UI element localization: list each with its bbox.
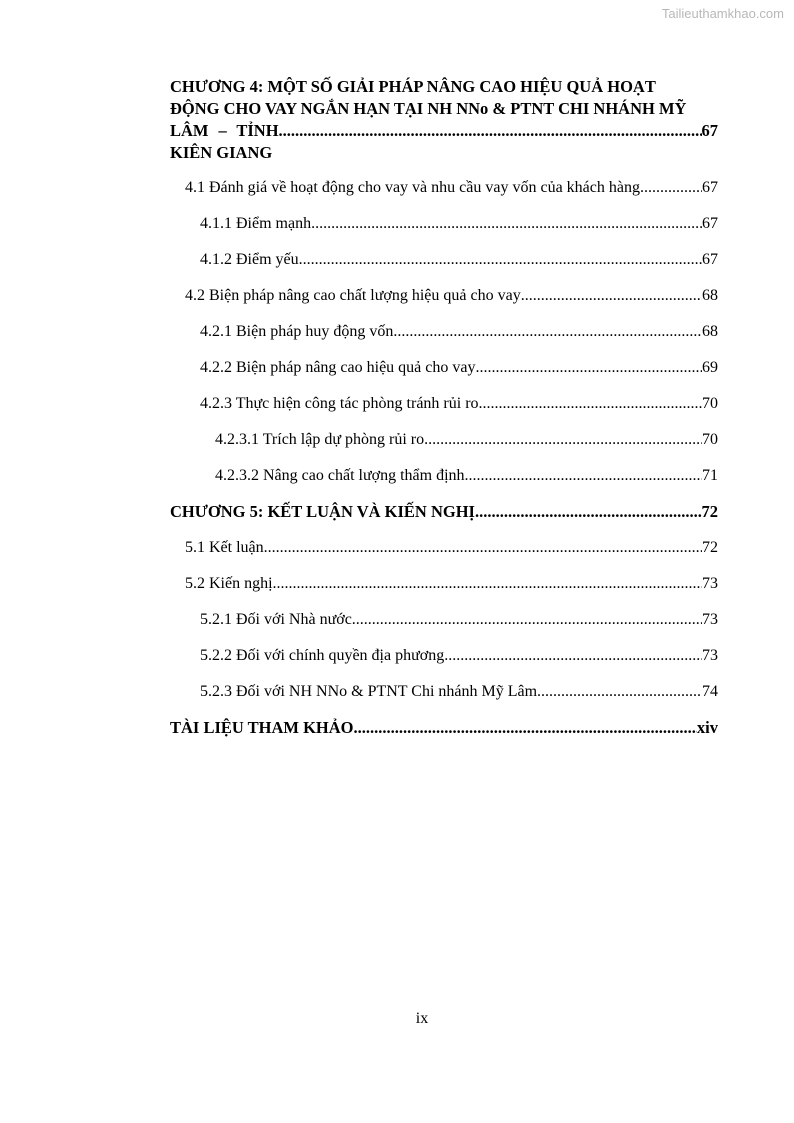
- toc-references[interactable]: [170, 710, 718, 746]
- toc-entry-title: 4.2 Biện pháp nâng cao chất lượng hiệu quả cho vay: [185, 287, 521, 304]
- toc-entry[interactable]: [170, 602, 718, 638]
- toc-page-number: 67: [702, 251, 718, 268]
- leader-dots: [354, 710, 697, 746]
- leader-dots: [475, 350, 702, 386]
- toc-entry[interactable]: [170, 530, 718, 566]
- toc-entry-title: 5.2 Kiến nghị: [185, 575, 273, 592]
- toc-page-number: 67: [702, 179, 718, 196]
- leader-dots: [264, 530, 702, 566]
- chapter-title-line: ĐỘNG CHO VAY NGẮN HẠN TẠI NH NNo & PTNT CHI NHÁNH MỸ: [170, 99, 687, 118]
- toc-page-number: 68: [702, 287, 718, 304]
- leader-dots: [521, 278, 702, 314]
- toc-page-number: 67: [701, 121, 718, 140]
- toc-entry[interactable]: [170, 242, 718, 278]
- toc-page-number: 69: [702, 359, 718, 376]
- leader-dots: [465, 458, 702, 494]
- toc-entry[interactable]: [170, 566, 718, 602]
- leader-dots: [640, 170, 702, 206]
- toc-page-number: 73: [702, 611, 718, 628]
- chapter-title-line: LÂM – TỈNH KIÊN GIANG: [170, 121, 279, 162]
- toc-entry[interactable]: [170, 170, 718, 206]
- toc-entry[interactable]: [170, 314, 718, 350]
- toc-entry-title: 5.2.2 Đối với chính quyền địa phương: [200, 647, 445, 664]
- table-of-contents: [170, 76, 718, 746]
- toc-chapter-4[interactable]: [170, 76, 718, 164]
- leader-dots: [352, 602, 702, 638]
- toc-page-number: 73: [702, 575, 718, 592]
- toc-entry-title: 5.2.3 Đối với NH NNo & PTNT Chi nhánh Mỹ Lâm: [200, 683, 538, 700]
- leader-dots: [311, 206, 702, 242]
- page-number: ix: [415, 1010, 429, 1027]
- toc-entry-title: 5.1 Kết luận: [185, 539, 264, 556]
- toc-entry-title: 4.2.3.2 Nâng cao chất lượng thẩm định: [215, 467, 465, 484]
- toc-page-number: 74: [702, 683, 718, 700]
- leader-dots: [475, 494, 702, 530]
- toc-entry-title: 4.2.2 Biện pháp nâng cao hiệu quả cho vay: [200, 359, 476, 376]
- toc-entry[interactable]: [170, 278, 718, 314]
- toc-page-number: 72: [702, 539, 718, 556]
- toc-page-number: 72: [701, 502, 718, 521]
- leader-dots: [424, 422, 702, 458]
- toc-entry[interactable]: [170, 386, 718, 422]
- toc-page-number: xiv: [696, 718, 718, 737]
- leader-dots: [279, 120, 702, 142]
- toc-page-number: 70: [702, 431, 718, 448]
- toc-page-number: 67: [702, 215, 718, 232]
- toc-entry-title: 4.1.2 Điểm yếu: [200, 251, 299, 268]
- leader-dots: [299, 242, 702, 278]
- toc-entry[interactable]: [170, 422, 718, 458]
- toc-entry[interactable]: [170, 206, 718, 242]
- leader-dots: [444, 638, 702, 674]
- toc-entry-title: 4.1 Đánh giá về hoạt động cho vay và nhu cầu vay vốn của khách hàng: [185, 179, 640, 196]
- toc-entry-title: 4.1.1 Điểm mạnh: [200, 215, 312, 232]
- toc-page-number: 70: [702, 395, 718, 412]
- toc-entry[interactable]: [170, 458, 718, 494]
- leader-dots: [273, 566, 702, 602]
- toc-entry-title: 5.2.1 Đối với Nhà nước: [200, 611, 352, 628]
- toc-page-number: 68: [702, 323, 718, 340]
- watermark: Tailieuthamkhao.com: [661, 6, 784, 21]
- leader-dots: [479, 386, 702, 422]
- toc-entry-title: 4.2.1 Biện pháp huy động vốn: [200, 323, 394, 340]
- toc-entry[interactable]: [170, 674, 718, 710]
- toc-entry-title: 4.2.3 Thực hiện công tác phòng tránh rủi ro: [200, 395, 479, 412]
- toc-entry-title: 4.2.3.1 Trích lập dự phòng rủi ro: [215, 431, 425, 448]
- toc-entry[interactable]: [170, 638, 718, 674]
- chapter-title-line: CHƯƠNG 4: MỘT SỐ GIẢI PHÁP NÂNG CAO HIỆU QUẢ HOẠT: [170, 77, 656, 96]
- toc-entry-title: TÀI LIỆU THAM KHẢO: [170, 718, 354, 737]
- toc-entry[interactable]: [170, 350, 718, 386]
- toc-page-number: 73: [702, 647, 718, 664]
- leader-dots: [537, 674, 702, 710]
- toc-page-number: 71: [702, 467, 718, 484]
- leader-dots: [393, 314, 702, 350]
- toc-chapter-5[interactable]: [170, 494, 718, 530]
- toc-entry-title: CHƯƠNG 5: KẾT LUẬN VÀ KIẾN NGHỊ: [170, 502, 475, 521]
